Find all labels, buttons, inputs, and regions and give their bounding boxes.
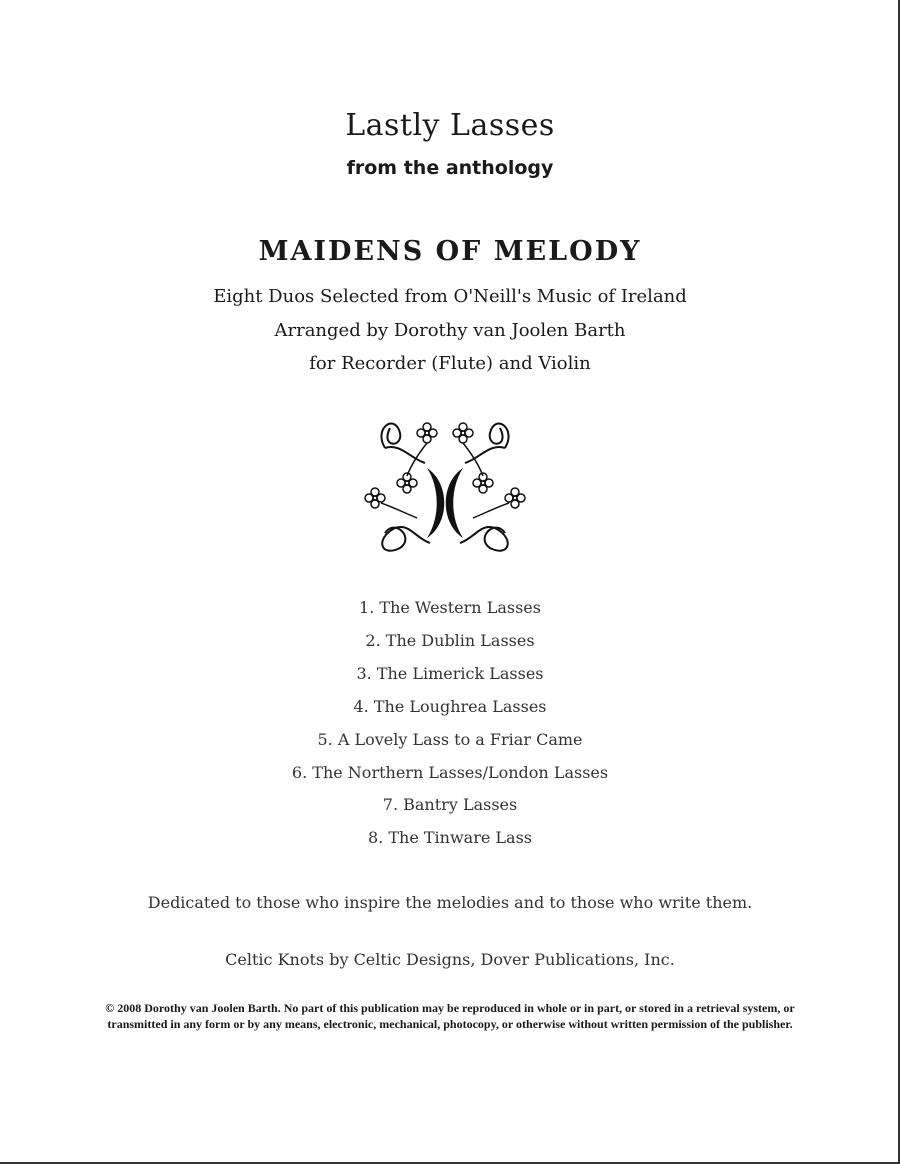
contents-item: 6. The Northern Lasses/London Lasses [291, 763, 609, 782]
anthology-title: MAIDENS OF MELODY [258, 236, 642, 267]
contents-item: 3. The Limerick Lasses [356, 664, 544, 683]
copyright-notice: © 2008 Dorothy van Joolen Barth. No part of this publication may be reproduced in whole or in part, or stored in a retrieval system, or transmitted in any form or by any means, electronic, mechanical, photocopy, or otherwise without written permission of the publisher. [105, 1001, 795, 1031]
celtic-knot-floral-icon [355, 408, 535, 558]
dedication: Dedicated to those who inspire the melodies and to those who write them. [147, 893, 753, 912]
page-title: Lastly Lasses [345, 108, 555, 143]
credits: Celtic Knots by Celtic Designs, Dover Publications, Inc. [225, 950, 675, 969]
contents-item: 2. The Dublin Lasses [365, 631, 535, 650]
page-subtitle: from the anthology [346, 157, 554, 179]
contents-item: 8. The Tinware Lass [368, 828, 532, 847]
anthology-description-line: Eight Duos Selected from O'Neill's Music of Ireland [213, 286, 687, 307]
contents-item: 5. A Lovely Lass to a Friar Came [317, 730, 583, 749]
contents-item: 4. The Loughrea Lasses [353, 697, 547, 716]
anthology-arranger-line: Arranged by Dorothy van Joolen Barth [274, 320, 626, 341]
anthology-instrumentation-line: for Recorder (Flute) and Violin [309, 353, 591, 374]
contents-item: 1. The Western Lasses [359, 598, 541, 617]
contents-item: 7. Bantry Lasses [382, 795, 518, 814]
